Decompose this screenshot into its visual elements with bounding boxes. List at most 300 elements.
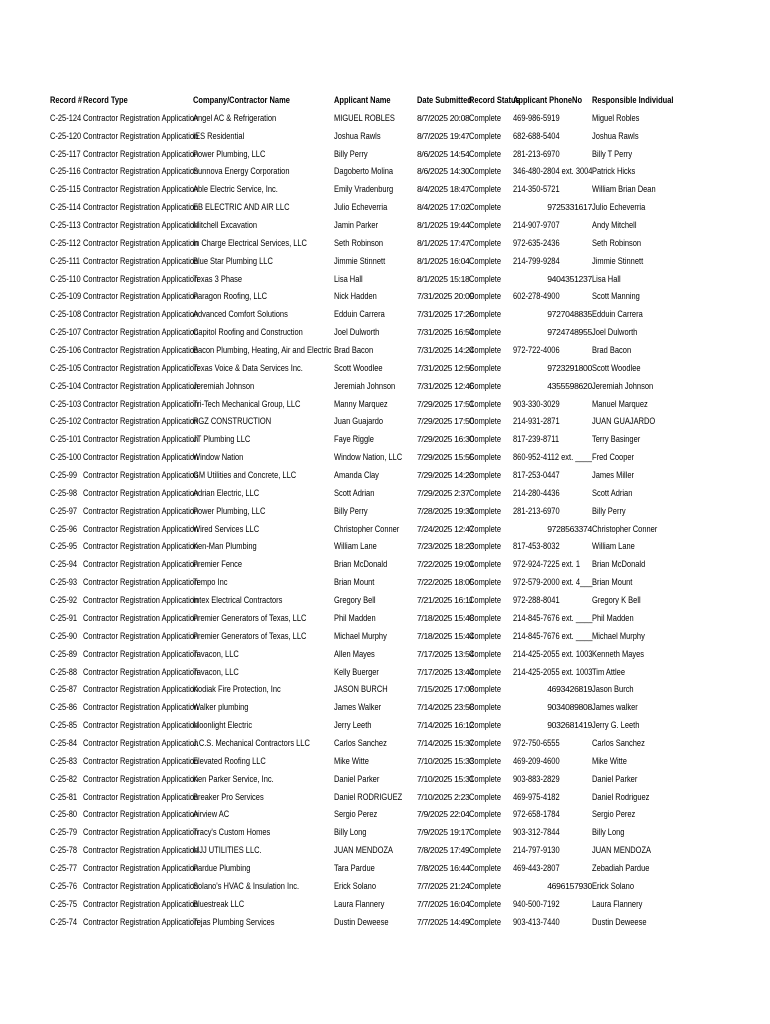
cell-company-name: MJJ UTILITIES LLC. [193,845,262,857]
cell-applicant-name: Phil Madden [334,612,376,624]
table-row [50,431,720,449]
cell-applicant-name: Michael Murphy [334,630,387,642]
cell-record-status: Complete [469,791,502,803]
cell-company-name: EB ELECTRIC AND AIR LLC [193,202,290,214]
table-row [50,538,720,556]
cell-record-number: C-25-82 [50,773,78,785]
cell-record-number: C-25-101 [50,434,82,446]
cell-responsible-individual: Christopher Conner [592,523,658,535]
cell-record-number: C-25-83 [50,755,78,767]
table-row [50,592,720,610]
cell-company-name: Tavacon, LLC [193,666,239,678]
cell-record-type: Contractor Registration Application [83,720,199,732]
cell-date-submitted: 7/8/2025 17:49 [417,845,470,856]
cell-company-name: Airview AC [193,809,230,821]
cell-record-status: Complete [469,362,502,374]
cell-company-name: Angel AC & Refrigeration [193,112,277,124]
cell-date-submitted: 7/9/2025 19:17 [417,827,470,838]
table-row [50,842,720,860]
cell-applicant-phone: 214-797-9130 [513,845,560,857]
cell-company-name: Texas 3 Phase [193,273,243,285]
cell-record-status: Complete [469,202,502,214]
table-row [50,199,720,217]
cell-applicant-name: Billy Perry [334,148,368,160]
cell-record-status: Complete [469,612,502,624]
table-row [50,771,720,789]
cell-applicant-phone: 469-986-5919 [513,112,560,124]
cell-applicant-phone: 469-975-4182 [513,791,560,803]
cell-date-submitted: 7/22/2025 18:05 [417,577,474,588]
cell-record-number: C-25-94 [50,559,78,571]
cell-responsible-individual: Seth Robinson [592,237,642,249]
cell-responsible-individual: Scott Adrian [592,487,633,499]
cell-date-submitted: 8/6/2025 14:54 [417,148,470,159]
cell-responsible-individual: Mike Witte [592,755,627,767]
cell-company-name: Able Electric Service, Inc. [193,184,278,196]
cell-record-status: Complete [469,398,502,410]
table-row [50,110,720,128]
cell-date-submitted: 7/14/2025 16:12 [417,720,474,731]
table-row [50,467,720,485]
cell-record-number: C-25-114 [50,202,81,214]
cell-company-name: Mitchell Excavation [193,220,258,232]
cell-record-number: C-25-84 [50,737,78,749]
cell-date-submitted: 7/14/2025 15:37 [417,737,474,748]
cell-date-submitted: 8/1/2025 16:04 [417,255,470,266]
cell-record-number: C-25-112 [50,237,81,249]
cell-company-name: GM Utilities and Concrete, LLC [193,470,297,482]
cell-record-type: Contractor Registration Application [83,559,199,571]
cell-applicant-phone: 817-239-8711 [513,434,560,446]
header-company-name: Company/Contractor Name [193,95,290,106]
cell-record-number: C-25-78 [50,845,78,857]
cell-record-number: C-25-106 [50,345,82,357]
cell-applicant-name: Christopher Conner [334,523,400,535]
cell-date-submitted: 7/8/2025 16:44 [417,862,470,873]
cell-company-name: Ken-Man Plumbing [193,541,257,553]
cell-record-number: C-25-74 [50,916,78,928]
cell-record-type: Contractor Registration Application [83,862,199,874]
records-table [50,92,720,931]
cell-date-submitted: 8/1/2025 17:47 [417,237,470,248]
cell-record-type: Contractor Registration Application [83,130,199,142]
cell-record-type: Contractor Registration Application [83,612,199,624]
cell-record-status: Complete [469,166,502,178]
table-row [50,628,720,646]
header-responsible-individual: Responsible Individual [592,95,674,106]
cell-applicant-phone: 903-312-7844 [513,827,560,839]
cell-record-type: Contractor Registration Application [83,773,199,785]
table-row [50,396,720,414]
cell-record-number: C-25-107 [50,327,82,339]
cell-responsible-individual: Laura Flannery [592,898,643,910]
cell-company-name: Advanced Comfort Solutions [193,309,288,321]
table-row [50,860,720,878]
cell-responsible-individual: Billy T Perry [592,148,633,160]
cell-responsible-individual: Carlos Sanchez [592,737,645,749]
cell-record-status: Complete [469,880,502,892]
table-row [50,646,720,664]
cell-responsible-individual: James Miller [592,470,634,482]
cell-company-name: Tavacon, LLC [193,648,239,660]
cell-responsible-individual: Brad Bacon [592,345,632,357]
cell-applicant-phone: 9034089808 [547,702,592,713]
cell-date-submitted: 7/29/2025 2:37 [417,487,470,498]
cell-company-name: Jeremiah Johnson [193,380,255,392]
table-row [50,306,720,324]
cell-applicant-phone: 972-288-8041 [513,595,560,607]
cell-record-status: Complete [469,898,502,910]
cell-company-name: IES Residential [193,130,245,142]
table-row [50,699,720,717]
cell-applicant-name: Daniel RODRIGUEZ [334,791,403,803]
cell-responsible-individual: Sergio Perez [592,809,636,821]
cell-applicant-phone: 860-952-4112 ext. ____ [513,452,592,464]
cell-responsible-individual: Brian Mount [592,577,633,589]
cell-applicant-name: Billy Perry [334,505,368,517]
cell-applicant-name: Nick Hadden [334,291,377,303]
cell-applicant-phone: 9725331617 [547,202,592,213]
cell-record-number: C-25-97 [50,505,78,517]
table-row [50,360,720,378]
cell-applicant-phone: 903-413-7440 [513,916,560,928]
cell-applicant-name: Billy Long [334,827,367,839]
cell-record-type: Contractor Registration Application [83,273,199,285]
cell-record-type: Contractor Registration Application [83,755,199,767]
cell-record-status: Complete [469,184,502,196]
table-row [50,610,720,628]
cell-record-number: C-25-85 [50,720,78,732]
table-row [50,128,720,146]
cell-responsible-individual: Phil Madden [592,612,634,624]
cell-record-type: Contractor Registration Application [83,327,199,339]
cell-applicant-name: Brian Mount [334,577,375,589]
cell-responsible-individual: Dustin Deweese [592,916,647,928]
cell-responsible-individual: Edduin Carrera [592,309,643,321]
cell-date-submitted: 7/31/2025 16:54 [417,327,474,338]
cell-record-status: Complete [469,112,502,124]
cell-record-type: Contractor Registration Application [83,291,199,303]
cell-applicant-name: Jamin Parker [334,220,379,232]
cell-record-status: Complete [469,648,502,660]
cell-applicant-name: Scott Adrian [334,487,375,499]
cell-record-status: Complete [469,309,502,321]
cell-company-name: Power Plumbing, LLC [193,505,266,517]
table-row [50,664,720,682]
cell-responsible-individual: Kenneth Mayes [592,648,645,660]
cell-responsible-individual: Terry Basinger [592,434,641,446]
cell-company-name: In Charge Electrical Services, LLC [193,237,307,249]
cell-applicant-phone: 214-845-7676 ext. ____ [513,630,593,642]
header-record-type: Record Type [83,95,128,106]
cell-record-status: Complete [469,809,502,821]
cell-record-number: C-25-103 [50,398,82,410]
cell-applicant-name: Mike Witte [334,755,369,767]
cell-record-status: Complete [469,255,502,267]
cell-responsible-individual: Zebadiah Pardue [592,862,650,874]
cell-record-type: Contractor Registration Application [83,416,199,428]
cell-record-status: Complete [469,630,502,642]
cell-date-submitted: 7/9/2025 22:04 [417,809,470,820]
cell-applicant-phone: 9032681419 [547,720,592,731]
cell-applicant-name: Gregory Bell [334,595,376,607]
cell-record-type: Contractor Registration Application [83,255,199,267]
cell-record-status: Complete [469,237,502,249]
cell-company-name: Sunnova Energy Corporation [193,166,290,178]
cell-responsible-individual: Scott Manning [592,291,640,303]
cell-applicant-phone: 4693426819 [547,684,592,695]
cell-applicant-name: Brad Bacon [334,345,374,357]
cell-record-type: Contractor Registration Application [83,220,199,232]
cell-applicant-phone: 9723291800 [547,362,592,373]
table-body [50,110,720,932]
cell-record-status: Complete [469,273,502,285]
cell-responsible-individual: Lisa Hall [592,273,621,285]
cell-applicant-phone: 214-280-4436 [513,487,560,499]
cell-record-type: Contractor Registration Application [83,648,199,660]
cell-responsible-individual: JUAN MENDOZA [592,845,652,857]
cell-applicant-phone: 972-635-2436 [513,237,560,249]
cell-record-number: C-25-100 [50,452,82,464]
cell-record-status: Complete [469,862,502,874]
cell-responsible-individual: William Brian Dean [592,184,656,196]
cell-record-number: C-25-90 [50,630,78,642]
cell-company-name: Paragon Roofing, LLC [193,291,268,303]
cell-record-type: Contractor Registration Application [83,398,199,410]
table-row [50,324,720,342]
header-applicant-phone: Applicant PhoneNo [513,95,583,106]
table-row [50,574,720,592]
cell-applicant-name: Laura Flannery [334,898,385,910]
cell-record-number: C-25-93 [50,577,78,589]
cell-applicant-phone: 903-883-2829 [513,773,560,785]
table-row [50,735,720,753]
cell-applicant-name: Joshua Rawls [334,130,381,142]
cell-applicant-name: Carlos Sanchez [334,737,387,749]
cell-applicant-name: JASON BURCH [334,684,388,696]
cell-date-submitted: 7/23/2025 18:23 [417,541,474,552]
cell-responsible-individual: Billy Perry [592,505,626,517]
cell-responsible-individual: Michael Murphy [592,630,645,642]
cell-date-submitted: 8/4/2025 17:02 [417,202,470,213]
cell-record-type: Contractor Registration Application [83,916,199,928]
cell-applicant-phone: 972-750-6555 [513,737,560,749]
cell-date-submitted: 7/22/2025 19:01 [417,559,474,570]
cell-applicant-phone: 972-658-1784 [513,809,560,821]
cell-record-type: Contractor Registration Application [83,791,199,803]
header-record-number: Record # [50,95,83,106]
cell-record-status: Complete [469,380,502,392]
cell-record-type: Contractor Registration Application [83,595,199,607]
cell-applicant-name: Jeremiah Johnson [334,380,396,392]
cell-date-submitted: 7/10/2025 2:23 [417,791,470,802]
cell-applicant-name: Jerry Leeth [334,720,372,732]
cell-record-status: Complete [469,559,502,571]
cell-record-status: Complete [469,487,502,499]
cell-record-number: C-25-113 [50,220,81,232]
cell-responsible-individual: Miguel Robles [592,112,640,124]
cell-date-submitted: 8/7/2025 20:08 [417,112,470,123]
cell-record-type: Contractor Registration Application [83,237,199,249]
cell-date-submitted: 7/7/2025 16:04 [417,898,470,909]
header-record-status: Record Status [469,95,520,106]
cell-record-type: Contractor Registration Application [83,309,199,321]
cell-record-number: C-25-95 [50,541,78,553]
cell-record-number: C-25-76 [50,880,78,892]
table-row [50,878,720,896]
table-row [50,449,720,467]
cell-applicant-phone: 214-931-2871 [513,416,560,428]
cell-date-submitted: 7/28/2025 19:31 [417,505,474,516]
header-applicant-name: Applicant Name [334,95,391,106]
cell-responsible-individual: Fred Cooper [592,452,635,464]
cell-record-number: C-25-108 [50,309,82,321]
cell-applicant-name: Amanda Clay [334,470,379,482]
cell-responsible-individual: Jerry G. Leeth [592,720,640,732]
cell-applicant-name: Tara Pardue [334,862,375,874]
cell-responsible-individual: James walker [592,702,638,714]
cell-record-number: C-25-92 [50,595,78,607]
cell-record-number: C-25-109 [50,291,82,303]
cell-date-submitted: 7/31/2025 12:46 [417,380,474,391]
cell-record-number: C-25-86 [50,702,78,714]
cell-company-name: Power Plumbing, LLC [193,148,266,160]
table-row [50,521,720,539]
cell-applicant-phone: 281-213-6970 [513,148,560,160]
cell-record-status: Complete [469,577,502,589]
cell-date-submitted: 7/24/2025 12:47 [417,523,474,534]
cell-record-number: C-25-105 [50,362,82,374]
cell-applicant-phone: 682-688-5404 [513,130,560,142]
cell-company-name: Solano's HVAC & Insulation Inc. [193,880,300,892]
cell-applicant-name: Allen Mayes [334,648,375,660]
cell-applicant-name: Scott Woodlee [334,362,383,374]
cell-record-type: Contractor Registration Application [83,577,199,589]
cell-record-status: Complete [469,702,502,714]
cell-company-name: J.C.S. Mechanical Contractors LLC [193,737,310,749]
cell-record-type: Contractor Registration Application [83,184,199,196]
cell-applicant-phone: 9727048835 [547,309,592,320]
table-row [50,824,720,842]
cell-record-type: Contractor Registration Application [83,684,199,696]
cell-record-type: Contractor Registration Application [83,452,199,464]
cell-responsible-individual: Joel Dulworth [592,327,638,339]
cell-record-type: Contractor Registration Application [83,380,199,392]
cell-record-number: C-25-120 [50,130,82,142]
cell-applicant-phone: 214-907-9707 [513,220,560,232]
cell-company-name: Kodiak Fire Protection, Inc [193,684,281,696]
cell-record-status: Complete [469,416,502,428]
cell-company-name: Bluestreak LLC [193,898,245,910]
cell-record-type: Contractor Registration Application [83,487,199,499]
cell-applicant-name: Julio Echeverria [334,202,388,214]
cell-record-type: Contractor Registration Application [83,202,199,214]
cell-date-submitted: 7/29/2025 14:23 [417,470,474,481]
cell-company-name: Bacon Plumbing, Heating, Air and Electric [193,345,332,357]
cell-responsible-individual: Patrick Hicks [592,166,636,178]
cell-date-submitted: 7/31/2025 14:24 [417,345,474,356]
cell-record-number: C-25-79 [50,827,78,839]
cell-company-name: Adrian Electric, LLC [193,487,260,499]
cell-date-submitted: 7/17/2025 13:44 [417,666,474,677]
cell-applicant-phone: 214-425-2055 ext. 1003 [513,666,593,678]
cell-applicant-phone: 214-845-7676 ext. ____ [513,612,593,624]
cell-record-status: Complete [469,845,502,857]
cell-record-number: C-25-116 [50,166,81,178]
cell-record-status: Complete [469,291,502,303]
table-row [50,163,720,181]
cell-record-number: C-25-96 [50,523,78,535]
cell-date-submitted: 7/31/2025 20:09 [417,291,474,302]
cell-applicant-name: Sergio Perez [334,809,378,821]
header-date-submitted: Date Submitted [417,95,472,106]
cell-date-submitted: 7/31/2025 17:26 [417,309,474,320]
table-row [50,914,720,932]
cell-record-status: Complete [469,327,502,339]
cell-company-name: Premier Fence [193,559,243,571]
cell-applicant-phone: 972-579-2000 ext. 4___ [513,577,593,589]
cell-company-name: Intex Electrical Contractors [193,595,283,607]
cell-record-type: Contractor Registration Application [83,827,199,839]
cell-company-name: Ken Parker Service, Inc. [193,773,274,785]
cell-record-type: Contractor Registration Application [83,630,199,642]
cell-date-submitted: 7/18/2025 15:44 [417,630,474,641]
cell-responsible-individual: Daniel Rodriguez [592,791,650,803]
cell-record-type: Contractor Registration Application [83,880,199,892]
cell-company-name: Texas Voice & Data Services Inc. [193,362,303,374]
cell-record-number: C-25-115 [50,184,81,196]
table-row [50,503,720,521]
cell-date-submitted: 7/14/2025 23:58 [417,702,474,713]
cell-record-status: Complete [469,220,502,232]
cell-responsible-individual: Gregory K Bell [592,595,641,607]
cell-date-submitted: 7/29/2025 16:30 [417,434,474,445]
cell-company-name: Wired Services LLC [193,523,260,535]
cell-date-submitted: 7/21/2025 16:11 [417,595,474,606]
table-row [50,485,720,503]
cell-date-submitted: 7/7/2025 14:49 [417,916,470,927]
cell-record-status: Complete [469,737,502,749]
cell-record-type: Contractor Registration Application [83,809,199,821]
cell-record-number: C-25-111 [50,255,81,267]
cell-applicant-name: Emily Vradenburg [334,184,394,196]
cell-record-type: Contractor Registration Application [83,362,199,374]
cell-record-number: C-25-99 [50,470,78,482]
cell-applicant-phone: 469-443-2807 [513,862,560,874]
cell-date-submitted: 8/1/2025 19:44 [417,220,470,231]
cell-applicant-phone: 817-453-8032 [513,541,560,553]
table-row [50,181,720,199]
cell-responsible-individual: Billy Long [592,827,625,839]
cell-record-status: Complete [469,345,502,357]
cell-responsible-individual: Joshua Rawls [592,130,639,142]
cell-responsible-individual: Andy Mitchell [592,220,637,232]
cell-record-number: C-25-124 [50,112,82,124]
cell-company-name: Premier Generators of Texas, LLC [193,612,307,624]
cell-date-submitted: 7/10/2025 15:31 [417,773,474,784]
cell-record-status: Complete [469,452,502,464]
cell-applicant-phone: 9404351237 [547,273,592,284]
cell-company-name: Breaker Pro Services [193,791,264,803]
cell-applicant-phone: 469-209-4600 [513,755,560,767]
table-row [50,378,720,396]
cell-record-status: Complete [469,916,502,928]
cell-record-type: Contractor Registration Application [83,345,199,357]
cell-applicant-phone: 4355598620 [547,380,592,391]
cell-date-submitted: 7/18/2025 15:48 [417,612,474,623]
cell-date-submitted: 8/7/2025 19:47 [417,130,470,141]
cell-company-name: RGZ CONSTRUCTION [193,416,272,428]
